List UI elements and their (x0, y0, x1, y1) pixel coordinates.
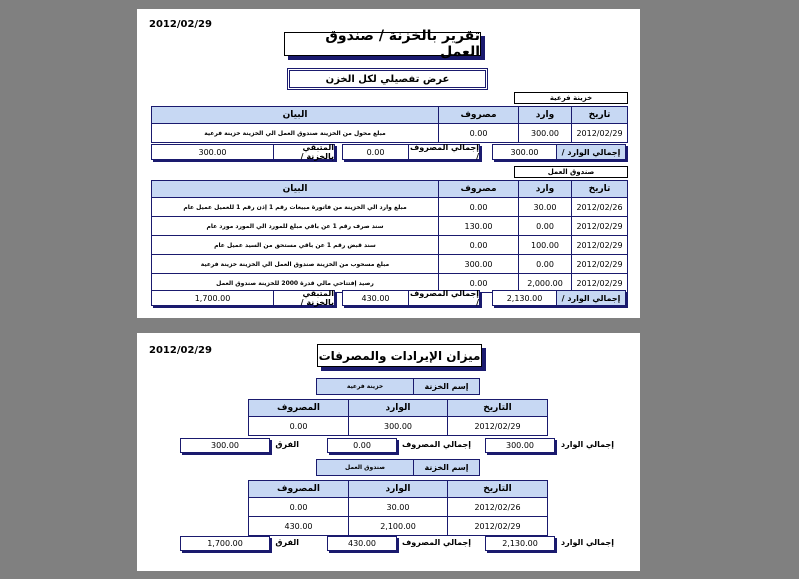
row-outgoing: 0.00 (439, 198, 519, 217)
report-date: 2012/02/29 (149, 19, 212, 30)
remaining-label: المتبقي بالخزنة / (273, 291, 334, 305)
col-date: تاريخ (572, 181, 628, 198)
col-description: البيان (152, 107, 439, 124)
safe-label: إسم الخزنة (413, 379, 479, 394)
total-outgoing-value: 0.00 (366, 147, 385, 157)
col-description: البيان (152, 181, 439, 198)
col-outgoing: المصروف (249, 400, 349, 417)
table-row (152, 217, 628, 236)
row-incoming: 0.00 (519, 255, 572, 274)
total-incoming-value: 300.00 (485, 438, 555, 453)
report-date: 2012/02/29 (149, 345, 212, 356)
row-date: 2012/02/26 (448, 498, 548, 517)
report-page-1 (137, 9, 640, 318)
col-incoming: الوارد (349, 400, 448, 417)
total-outgoing-label: إجمالي المصروف (402, 538, 471, 547)
table-row (152, 255, 628, 274)
row-date: 2012/02/29 (572, 217, 628, 236)
total-incoming-label: إجمالي الوارد / (556, 291, 625, 305)
total-outgoing (342, 144, 480, 160)
row-description: مبلغ وارد الي الخزينة من فاتورة مبيعات رقم 1 إذن رقم 1 للعميل عميل عام (152, 198, 439, 217)
col-outgoing: مصروف (439, 181, 519, 198)
row-outgoing: 0.00 (439, 124, 519, 143)
safe-header (316, 459, 480, 476)
row-outgoing: 430.00 (249, 517, 349, 536)
row-incoming: 30.00 (349, 498, 448, 517)
report-title: تقرير بالخزنة / صندوق العمل (284, 32, 481, 56)
table-row (152, 236, 628, 255)
total-incoming-value: 2,130.00 (506, 293, 543, 303)
row-incoming: 30.00 (519, 198, 572, 217)
row-incoming: 300.00 (349, 417, 448, 436)
col-incoming: وارد (519, 181, 572, 198)
total-incoming-value: 300.00 (510, 147, 539, 157)
col-outgoing: المصروف (249, 481, 349, 498)
safe-name: خزينة فرعية (317, 379, 413, 394)
total-incoming-label: إجمالي الوارد / (556, 145, 625, 159)
row-date: 2012/02/29 (448, 417, 548, 436)
row-date: 2012/02/29 (448, 517, 548, 536)
table-row (249, 417, 548, 436)
row-date: 2012/02/29 (572, 274, 628, 293)
remaining-value: 1,700.00 (194, 293, 231, 303)
col-incoming: وارد (519, 107, 572, 124)
balance-table (248, 399, 548, 436)
row-incoming: 2,100.00 (349, 517, 448, 536)
safe-header (316, 378, 480, 395)
remaining-value: 300.00 (198, 147, 227, 157)
row-description: سند قبض رقم 1 عن باقي مستحق من السيد عميل عام (152, 236, 439, 255)
total-outgoing-label: إجمالي المصروف / (410, 289, 479, 307)
table-row (249, 498, 548, 517)
total-outgoing (342, 290, 480, 306)
total-outgoing-label: إجمالي المصروف / (410, 143, 479, 161)
balance-table (248, 480, 548, 536)
col-date: تاريخ (572, 107, 628, 124)
row-description: سند صرف رقم 1 عن باقي مبلغ للمورد الي المورد مورد عام (152, 217, 439, 236)
difference-label: الفرق (275, 440, 299, 449)
row-date: 2012/02/29 (572, 255, 628, 274)
row-incoming: 2,000.00 (519, 274, 572, 293)
remaining-label: المتبقي بالخزنة / (273, 145, 334, 159)
table-row (152, 124, 628, 143)
row-date: 2012/02/29 (572, 124, 628, 143)
report-subtitle: عرض تفصيلي لكل الخزن (287, 68, 488, 90)
report-page-2 (137, 333, 640, 571)
row-outgoing: 300.00 (439, 255, 519, 274)
row-outgoing: 0.00 (439, 274, 519, 293)
total-outgoing-label: إجمالي المصروف (402, 440, 471, 449)
transactions-table (151, 180, 628, 293)
total-incoming-label: إجمالي الوارد (561, 538, 614, 547)
row-outgoing: 0.00 (249, 417, 349, 436)
total-incoming (492, 290, 626, 306)
row-description: مبلغ محول من الخزينة صندوق العمل الي الخزينة خزينة فرعية (152, 124, 439, 143)
row-description: مبلغ مسحوب من الخزينة صندوق العمل الي الخزينة خزينة فرعية (152, 255, 439, 274)
total-incoming (492, 144, 626, 160)
safe-name-label: صندوق العمل (514, 166, 628, 178)
table-row (249, 517, 548, 536)
remaining-balance (151, 290, 335, 306)
row-incoming: 100.00 (519, 236, 572, 255)
row-date: 2012/02/26 (572, 198, 628, 217)
safe-name-label: خزينة فرعية (514, 92, 628, 104)
col-outgoing: مصروف (439, 107, 519, 124)
transactions-table (151, 106, 628, 143)
total-incoming-label: إجمالي الوارد (561, 440, 614, 449)
row-date: 2012/02/29 (572, 236, 628, 255)
total-incoming-value: 2,130.00 (485, 536, 555, 551)
row-description: رصيد إفتتاحي مالي قدرة 2000 للخزينة صندوق العمل (152, 274, 439, 293)
row-outgoing: 0.00 (439, 236, 519, 255)
col-date: التاريخ (448, 400, 548, 417)
difference-value: 300.00 (180, 438, 270, 453)
row-incoming: 0.00 (519, 217, 572, 236)
total-outgoing-value: 430.00 (361, 293, 390, 303)
col-incoming: الوارد (349, 481, 448, 498)
col-date: التاريخ (448, 481, 548, 498)
row-outgoing: 130.00 (439, 217, 519, 236)
table-row (152, 198, 628, 217)
difference-label: الفرق (275, 538, 299, 547)
row-incoming: 300.00 (519, 124, 572, 143)
difference-value: 1,700.00 (180, 536, 270, 551)
report-title: ميزان الإيرادات والمصرفات (317, 344, 482, 367)
total-outgoing-value: 0.00 (327, 438, 397, 453)
remaining-balance (151, 144, 335, 160)
safe-name: صندوق العمل (317, 460, 413, 475)
safe-label: إسم الخزنة (413, 460, 479, 475)
row-outgoing: 0.00 (249, 498, 349, 517)
total-outgoing-value: 430.00 (327, 536, 397, 551)
